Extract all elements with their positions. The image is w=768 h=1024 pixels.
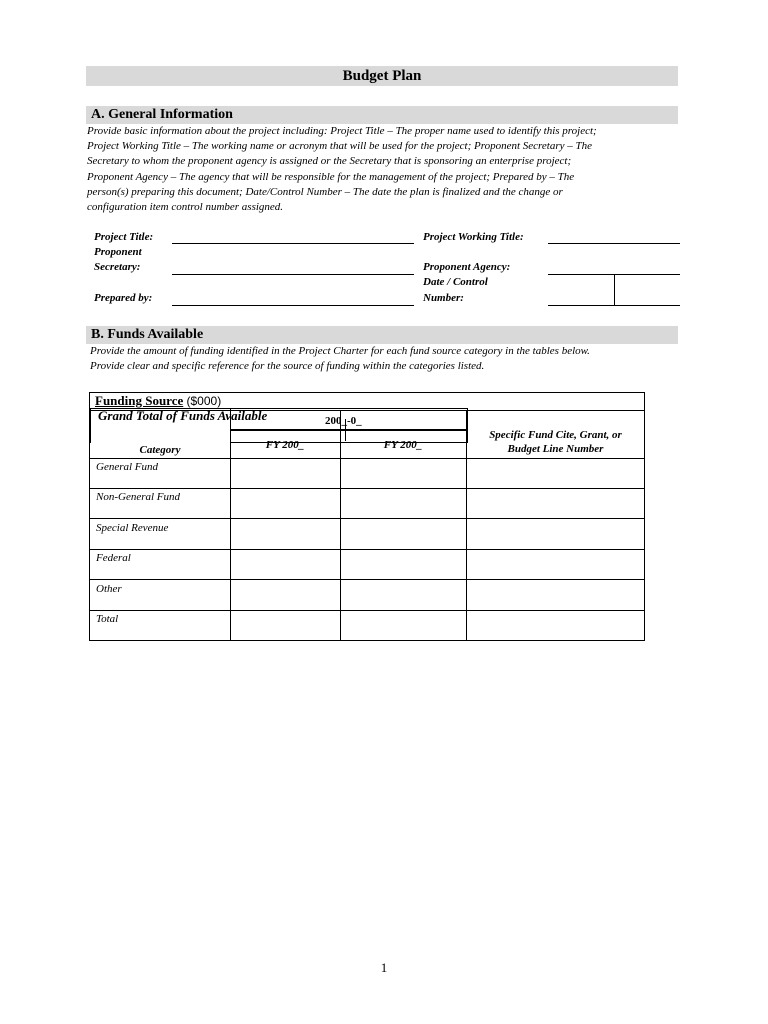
funding-source-title: Funding Source [95, 393, 184, 408]
funding-source-unit: ($000) [186, 394, 222, 408]
table-row-label: General Fund [96, 461, 159, 473]
proponent-secretary-label-1: Proponent [94, 246, 142, 258]
section-b-description [90, 344, 680, 374]
table-row-label: Federal [96, 552, 131, 564]
prepared-by-field[interactable] [172, 305, 414, 306]
col-category-header: Category [139, 444, 181, 456]
date-control-divider [614, 274, 615, 306]
table-row-label: Special Revenue [96, 522, 169, 534]
page-title: Budget Plan [342, 68, 422, 84]
section-a-line: Provide basic information about the project including: Project Title – The proper name used to identify this project; [87, 125, 597, 137]
proponent-agency-label: Proponent Agency: [423, 261, 511, 273]
section-a-line: Proponent Agency – The agency that will be responsible for the management of the project; Prepared by – The [87, 170, 575, 183]
col-fy1-header: FY 200_ [265, 439, 305, 451]
section-b-heading: B. Funds Available [91, 327, 204, 342]
page-number: 1 [380, 960, 388, 975]
project-working-title-label: Project Working Title: [423, 231, 524, 243]
project-working-title-field[interactable] [548, 243, 680, 244]
proponent-secretary-label-2: Secretary: [94, 261, 141, 273]
table-row-label: Other [96, 583, 122, 595]
section-a-line: Project Working Title – The working name or acronym that will be used for the project; Proponent Secretary – The [87, 140, 593, 153]
section-b-line: Provide the amount of funding identified in the Project Charter for each fund source category in the tables below. [90, 345, 590, 357]
section-a-line: configuration item control number assigned. [87, 201, 284, 214]
col-specific-line-1: Specific Fund Cite, Grant, or [489, 429, 622, 441]
table-row-label: Total [96, 613, 119, 625]
proponent-secretary-field[interactable] [172, 274, 414, 275]
grand-total-label: Grand Total of Funds Available [98, 408, 268, 423]
section-a-line: Secretary to whom the proponent agency is assigned or the Secretary that is sponsoring an enterprise project; [87, 155, 572, 168]
section-a-heading: A. General Information [91, 107, 233, 122]
section-a-line: person(s) preparing this document; Date/Control Number – The date the plan is finalized and the change or [87, 185, 563, 198]
section-a-description [87, 124, 677, 215]
project-title-field[interactable] [172, 243, 414, 244]
table-row-line [89, 579, 645, 580]
col-specific-line-2: Budget Line Number [507, 443, 604, 455]
prepared-by-label: Prepared by: [94, 292, 153, 304]
table-row-line [89, 458, 645, 459]
table-row-line [89, 549, 645, 550]
table-row-label: Non-General Fund [96, 491, 181, 503]
year-range: 200_-0_ [325, 415, 362, 427]
table-row-line [89, 610, 645, 611]
col-fy2-header: FY 200_ [383, 439, 423, 451]
table-row-line [89, 518, 645, 519]
date-control-label-2: Number: [423, 292, 464, 304]
project-title-label: Project Title: [94, 231, 154, 243]
date-control-label-1: Date / Control [423, 276, 488, 288]
col-specific-header [466, 428, 645, 456]
table-row-line [89, 488, 645, 489]
section-b-line: Provide clear and specific reference for the source of funding within the categories listed. [90, 360, 485, 373]
